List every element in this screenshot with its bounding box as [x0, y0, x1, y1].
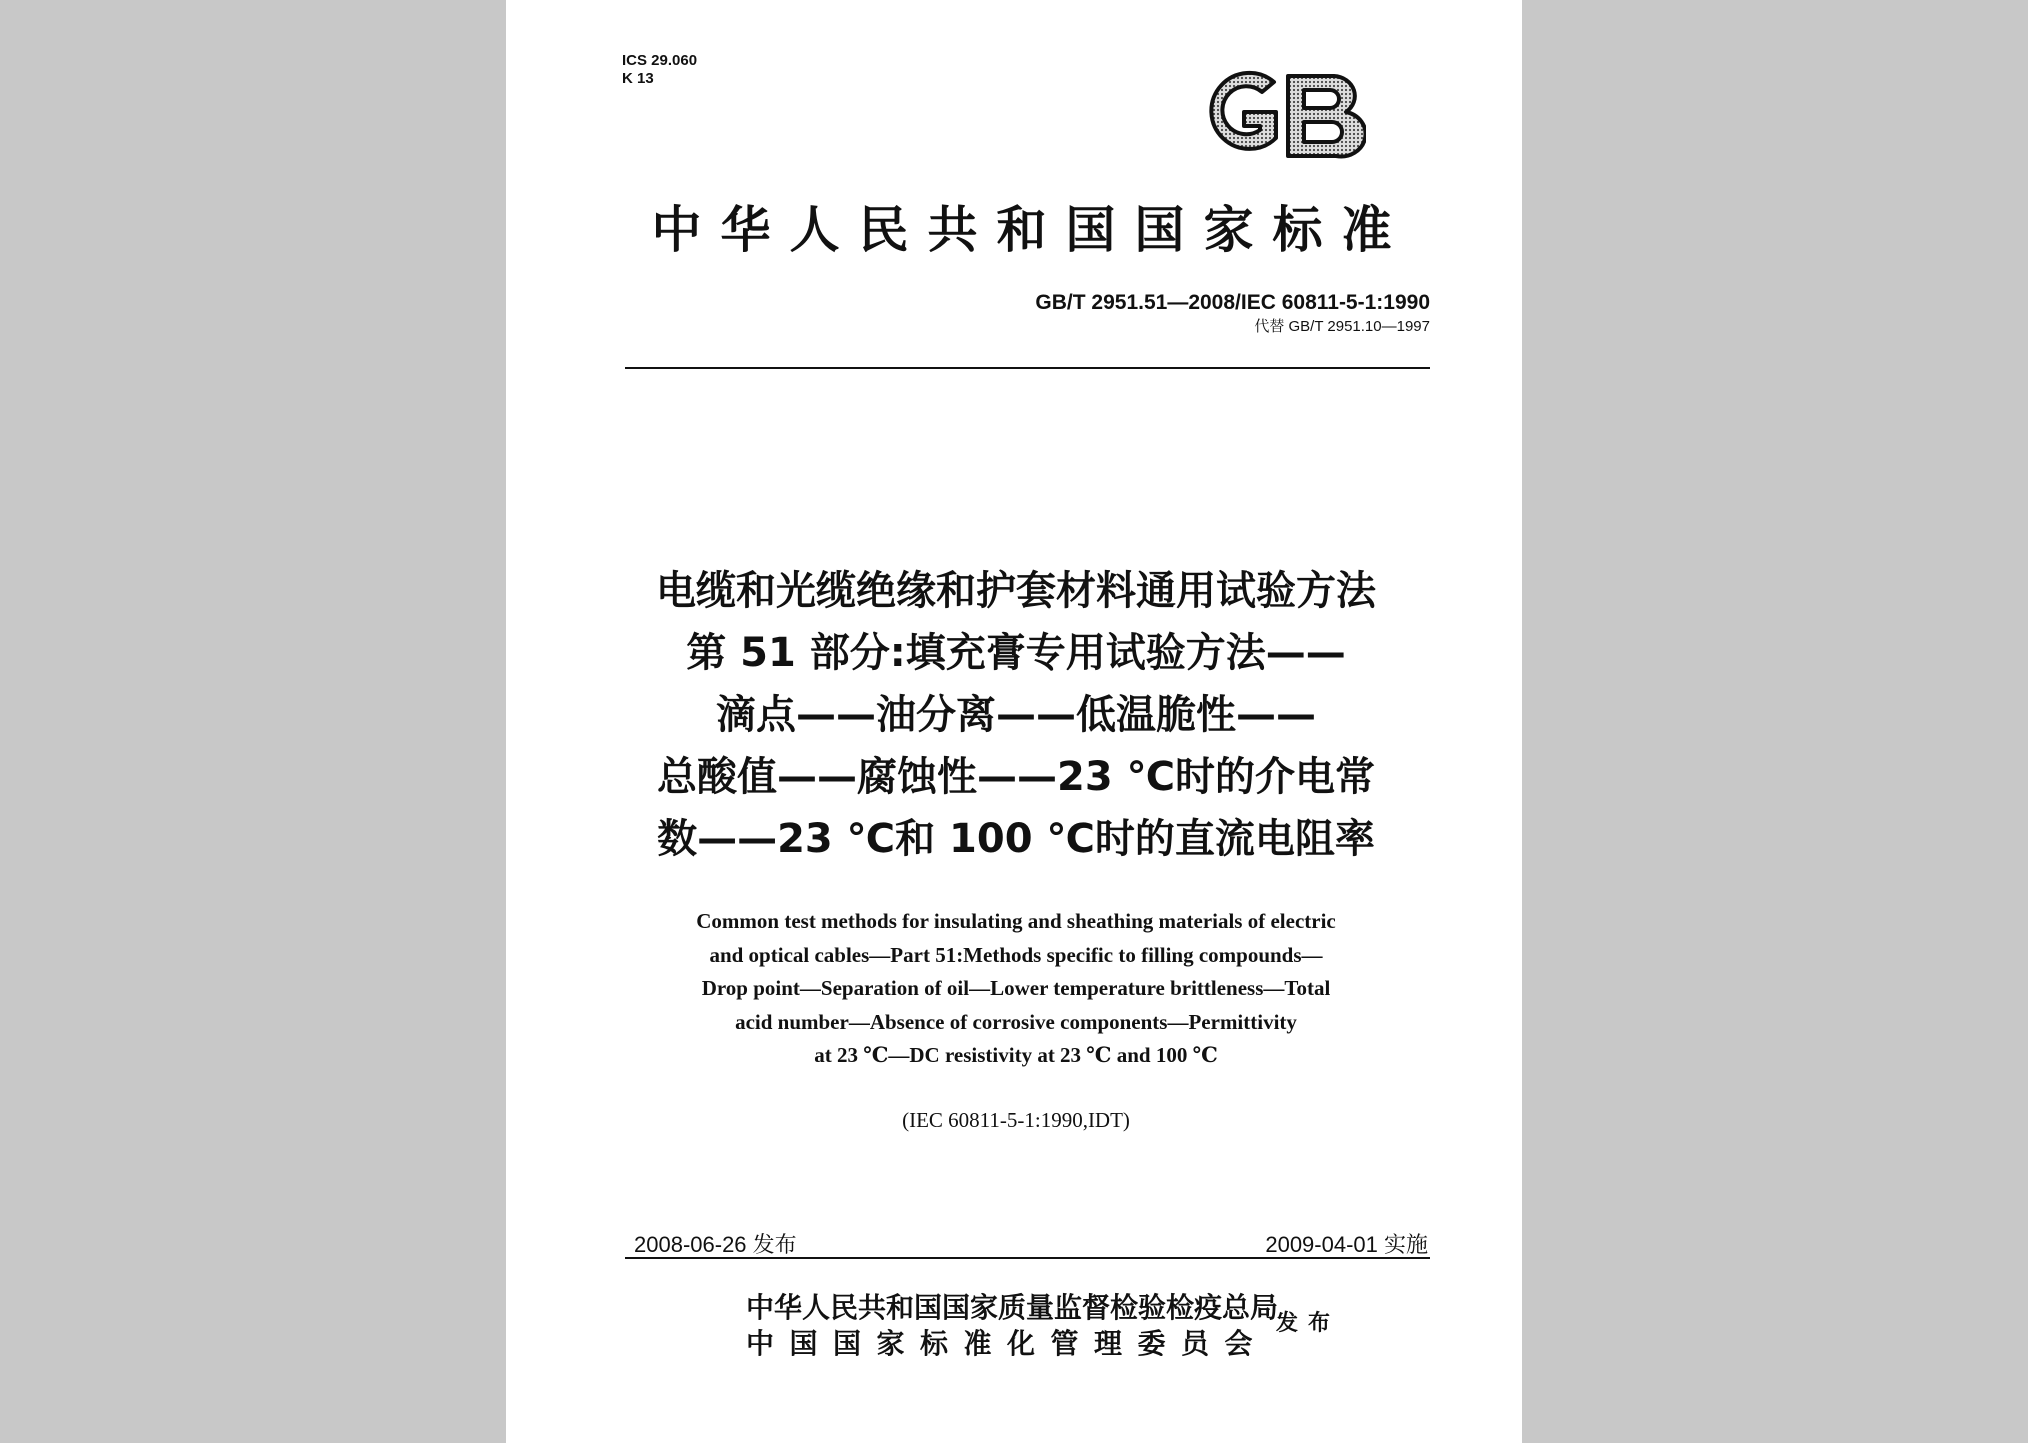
english-title-line: at 23 ℃—DC resistivity at 23 ℃ and 100 ℃: [814, 1043, 1218, 1067]
ics-code: ICS 29.060: [622, 52, 698, 69]
chinese-title-line: 滴点——油分离——低温脆性——: [716, 692, 1316, 738]
english-title-line: and optical cables—Part 51:Methods specific to filling compounds—: [709, 942, 1323, 967]
chinese-title-line: 总酸值——腐蚀性——23 ℃时的介电常: [656, 754, 1376, 800]
equivalence-note: (IEC 60811-5-1:1990,IDT): [902, 1108, 1130, 1132]
classification-codes: [622, 52, 697, 88]
gb-logo-icon: [1196, 60, 1366, 170]
issue-label: 发布: [1276, 1311, 1341, 1336]
chinese-title-line: 数——23 ℃和 100 ℃时的直流电阻率: [657, 816, 1375, 862]
chinese-title-line: 电缆和光缆绝缘和护套材料通用试验方法: [656, 568, 1376, 614]
english-title-line: Common test methods for insulating and sheathing materials of electric: [696, 909, 1336, 933]
english-title-line: acid number—Absence of corrosive components—Permittivity: [735, 1009, 1297, 1034]
chinese-title-line: 第 51 部分:填充膏专用试验方法——: [686, 630, 1346, 676]
publication-date: 2008-06-26 发布: [634, 1232, 797, 1257]
document-page: [506, 0, 1522, 1443]
national-standard-heading: 中华人民共和国国家标准: [651, 201, 1411, 259]
english-title: [616, 905, 1416, 1073]
footer-divider: [625, 1257, 1430, 1259]
ccs-code: K 13: [622, 70, 654, 87]
chinese-title: [566, 560, 1466, 870]
standard-code: GB/T 2951.51—2008/IEC 60811-5-1:1990: [1035, 291, 1430, 314]
replaces-standard: 代替 GB/T 2951.10—1997: [1254, 318, 1430, 335]
issuing-authorities: [746, 1290, 1278, 1362]
issuer-sac: 中国国家标准化管理委员会: [746, 1327, 1269, 1360]
header-divider: [625, 367, 1430, 369]
implementation-date: 2009-04-01 实施: [1265, 1232, 1428, 1257]
english-title-line: Drop point—Separation of oil—Lower temperature brittleness—Total: [701, 976, 1331, 1000]
issuer-aqsiq: 中华人民共和国国家质量监督检验检疫总局: [746, 1291, 1279, 1324]
